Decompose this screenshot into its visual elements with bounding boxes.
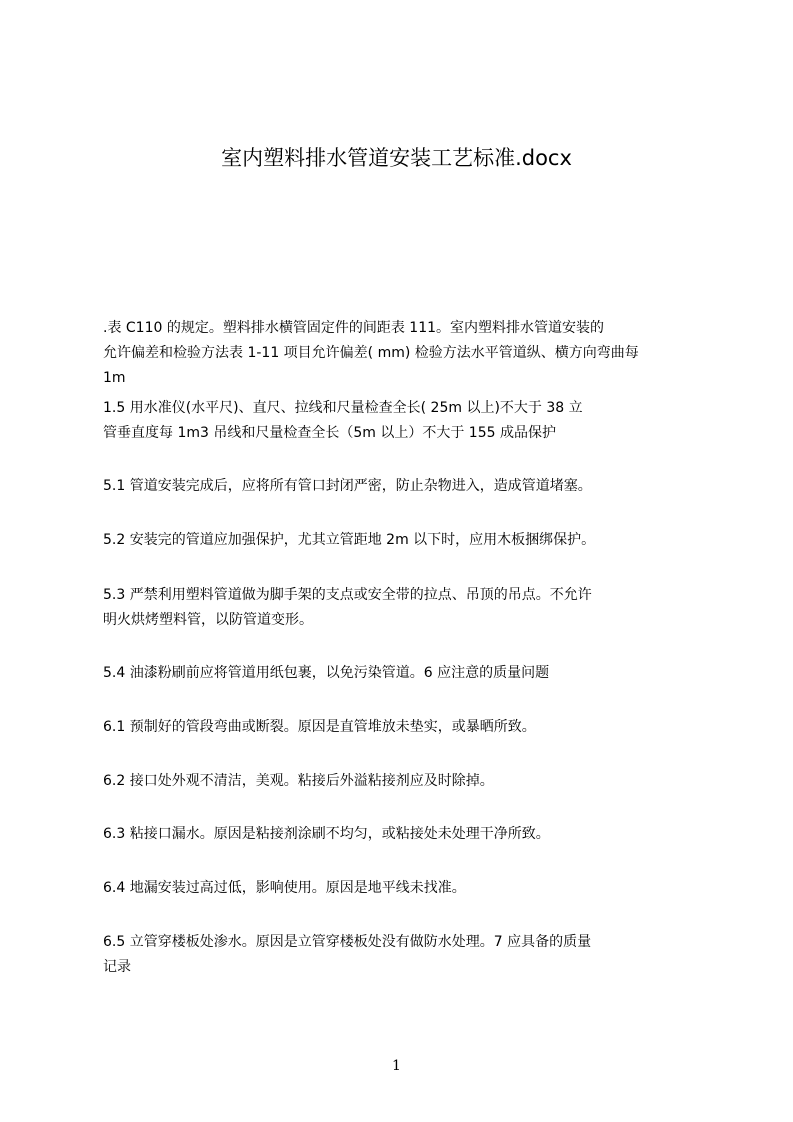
text-line: 记录 [103, 959, 131, 975]
text-line: 1m [103, 370, 126, 386]
paragraph-5-4 [103, 661, 700, 686]
document-title: 室内塑料排水管道安装工艺标准.docx [221, 146, 572, 170]
paragraph-6-4 [103, 876, 700, 901]
page-number: 1 [392, 1058, 401, 1074]
paragraph-5-3 [103, 583, 700, 633]
text-line: 5.4 油漆粉刷前应将管道用纸包裹，以免污染管道。6 应注意的质量问题 [103, 665, 550, 681]
text-line: 管垂直度每 1m3 吊线和尺量检查全长（5m 以上）不大于 155 成品保护 [103, 425, 556, 441]
text-line: 6.3 粘接口漏水。原因是粘接剂涂刷不均匀，或粘接处未处理干净所致。 [103, 826, 550, 842]
paragraph-intro [103, 316, 700, 391]
text-line: 允许偏差和检验方法表 1-11 项目允许偏差( mm) 检验方法水平管道纵、横方向弯曲每 [103, 345, 639, 361]
paragraph-1-5 [103, 396, 700, 446]
text-line: 5.3 严禁利用塑料管道做为脚手架的支点或安全带的拉点、吊顶的吊点。不允许 [103, 587, 592, 603]
paragraph-6-5 [103, 930, 700, 980]
paragraph-6-3 [103, 822, 700, 847]
text-line: 5.2 安装完的管道应加强保护，尤其立管距地 2m 以下时，应用木板捆绑保护。 [103, 532, 596, 548]
text-line: .表 C110 的规定。塑料排水横管固定件的间距表 111。室内塑料排水管道安装的 [103, 320, 605, 336]
paragraph-5-2 [103, 528, 700, 553]
text-line: 5.1 管道安装完成后，应将所有管口封闭严密，防止杂物进入，造成管道堵塞。 [103, 478, 592, 494]
text-line: 6.5 立管穿楼板处渗水。原因是立管穿楼板处没有做防水处理。7 应具备的质量 [103, 934, 592, 950]
paragraph-5-1 [103, 474, 700, 499]
paragraph-6-1 [103, 715, 700, 740]
text-line: 6.4 地漏安装过高过低，影响使用。原因是地平线未找准。 [103, 880, 466, 896]
paragraph-6-2 [103, 769, 700, 794]
text-line: 明火烘烤塑料管，以防管道变形。 [103, 612, 313, 628]
text-line: 1.5 用水准仪(水平尺)、直尺、拉线和尺量检查全长( 25m 以上)不大于 38 立 [103, 400, 583, 416]
text-line: 6.1 预制好的管段弯曲或断裂。原因是直管堆放未垫实，或暴晒所致。 [103, 719, 536, 735]
text-line: 6.2 接口处外观不清洁，美观。粘接后外溢粘接剂应及时除掉。 [103, 773, 494, 789]
